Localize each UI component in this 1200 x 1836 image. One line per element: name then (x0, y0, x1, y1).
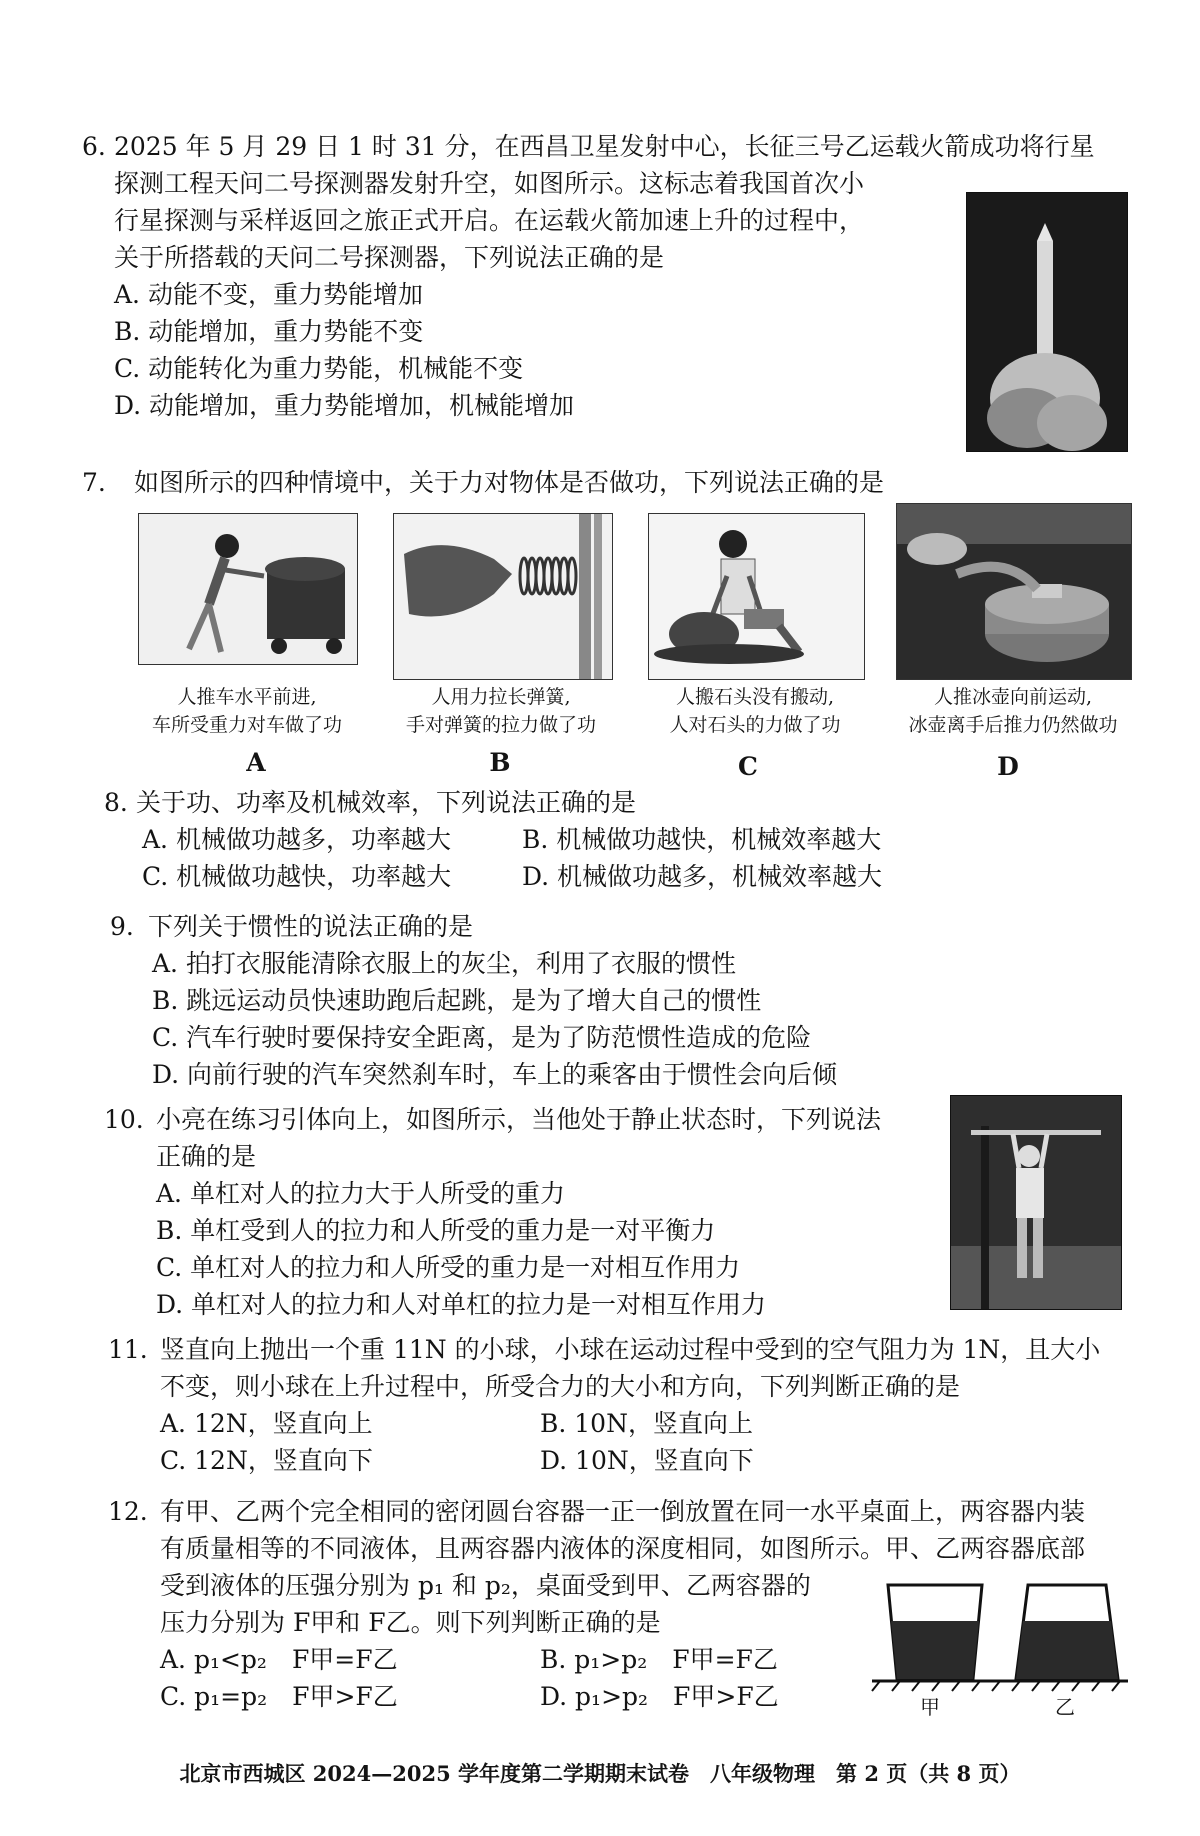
question-9 (110, 908, 837, 1093)
push-cart-icon (139, 514, 357, 664)
curling-stone-icon (897, 504, 1131, 679)
rocket-icon (967, 193, 1127, 451)
question-number: 10. (104, 1105, 144, 1134)
option-b: B. 10N，竖直向上 (540, 1409, 753, 1438)
question-text: 受到液体的压强分别为 p₁ 和 p₂，桌面受到甲、乙两容器的 (160, 1571, 811, 1600)
option-c: C. 汽车行驶时要保持安全距离，是为了防范惯性造成的危险 (152, 1023, 812, 1052)
caption-line: 人推冰壶向前运动, (933, 686, 1093, 708)
containers-icon (870, 1575, 1130, 1725)
option-a: A. 12N，竖直向上 (160, 1409, 373, 1438)
option-b: B. 动能增加，重力势能不变 (114, 317, 424, 346)
option-a: A. 动能不变，重力势能增加 (114, 280, 423, 309)
question-text: 关于所搭载的天问二号探测器，下列说法正确的是 (114, 243, 665, 272)
question-text: 有甲、乙两个完全相同的密闭圆台容器一正一倒放置在同一水平桌面上，两容器内装 (160, 1497, 1086, 1526)
spring-icon (394, 514, 612, 679)
question-number: 8. (104, 788, 128, 817)
option-d: D. 单杠对人的拉力和人对单杠的拉力是一对相互作用力 (156, 1290, 767, 1319)
question-number: 9. (110, 912, 134, 941)
containers-diagram (870, 1575, 1130, 1725)
caption-b (372, 683, 630, 739)
question-7 (82, 464, 884, 501)
caption-line: 车所受重力对车做了功 (151, 714, 342, 736)
scene-a-push-cart (138, 513, 358, 665)
panel-letter-d: D (997, 752, 1019, 781)
question-number: 7. (82, 468, 106, 497)
pull-up-icon (951, 1096, 1121, 1309)
pull-up-photo (950, 1095, 1122, 1310)
option-d: D. 10N，竖直向下 (540, 1446, 754, 1475)
option-a: A. p₁<p₂ F甲=F乙 (160, 1645, 398, 1674)
panel-letter-a: A (246, 748, 266, 777)
question-text: 不变，则小球在上升过程中，所受合力的大小和方向，下列判断正确的是 (160, 1372, 961, 1401)
scene-c-lift-stone (648, 513, 865, 680)
option-c: C. 单杠对人的拉力和人所受的重力是一对相互作用力 (156, 1253, 741, 1282)
option-c: C. 动能转化为重力势能，机械能不变 (114, 354, 524, 383)
question-number: 11. (108, 1335, 148, 1364)
question-8 (104, 784, 882, 895)
question-text: 2025 年 5 月 29 日 1 时 31 分，在西昌卫星发射中心，长征三号乙运载火箭成功将行星 (114, 132, 1095, 161)
option-a: A. 拍打衣服能清除衣服上的灰尘，利用了衣服的惯性 (152, 949, 736, 978)
rocket-launch-photo (966, 192, 1128, 452)
option-d: D. 动能增加，重力势能增加，机械能增加 (114, 391, 575, 420)
option-b: B. 机械做功越快，机械效率越大 (522, 825, 882, 854)
question-number: 12. (108, 1497, 148, 1526)
question-text: 竖直向上抛出一个重 11N 的小球，小球在运动过程中受到的空气阻力为 1N，且大小 (160, 1335, 1101, 1364)
caption-line: 冰壶离手后推力仍然做功 (908, 714, 1118, 736)
question-10 (104, 1101, 881, 1323)
scene-d-curling (896, 503, 1132, 680)
option-b: B. p₁>p₂ F甲=F乙 (540, 1645, 778, 1674)
question-text: 正确的是 (156, 1142, 257, 1171)
option-c: C. 12N，竖直向下 (160, 1446, 373, 1475)
option-c: C. p₁=p₂ F甲>F乙 (160, 1682, 398, 1711)
option-c: C. 机械做功越快，功率越大 (142, 862, 452, 891)
caption-line: 人对石头的力做了功 (669, 714, 841, 736)
lift-stone-icon (649, 514, 864, 679)
option-a: A. 单杠对人的拉力大于人所受的重力 (156, 1179, 565, 1208)
question-number: 6. (82, 132, 106, 161)
panel-letter-b: B (489, 748, 511, 777)
question-text: 小亮在练习引体向上，如图所示，当他处于静止状态时，下列说法 (156, 1105, 882, 1134)
label-jia: 甲 (920, 1695, 940, 1719)
caption-line: 人搬石头没有搬动, (675, 686, 835, 708)
question-text: 下列关于惯性的说法正确的是 (148, 912, 474, 941)
page-footer: 北京市西城区 2024—2025 学年度第二学期期末试卷 八年级物理 第 2 页（共 8 页） (179, 1761, 1021, 1786)
scene-b-stretch-spring (393, 513, 613, 680)
question-text: 如图所示的四种情境中，关于力对物体是否做功，下列说法正确的是 (134, 468, 885, 497)
option-b: B. 单杠受到人的拉力和人所受的重力是一对平衡力 (156, 1216, 716, 1245)
label-yi: 乙 (1055, 1695, 1075, 1719)
question-text: 探测工程天问二号探测器发射升空，如图所示。这标志着我国首次小 (114, 169, 865, 198)
option-d: D. 向前行驶的汽车突然刹车时，车上的乘客由于惯性会向后倾 (152, 1060, 838, 1089)
caption-a (118, 683, 376, 739)
question-text: 有质量相等的不同液体，且两容器内液体的深度相同，如图所示。甲、乙两容器底部 (160, 1534, 1086, 1563)
option-b: B. 跳远运动员快速助跑后起跳，是为了增大自己的惯性 (152, 986, 762, 1015)
option-d: D. 机械做功越多，机械效率越大 (522, 862, 883, 891)
question-text: 行星探测与采样返回之旅正式开启。在运载火箭加速上升的过程中， (114, 206, 865, 235)
panel-letter-c: C (738, 752, 758, 781)
option-d: D. p₁>p₂ F甲>F乙 (540, 1682, 779, 1711)
question-text: 关于功、功率及机械效率，下列说法正确的是 (136, 788, 637, 817)
question-text: 压力分别为 F甲和 F乙。则下列判断正确的是 (160, 1608, 661, 1637)
caption-line: 手对弹簧的拉力做了功 (405, 714, 596, 736)
caption-c (626, 683, 884, 739)
caption-line: 人用力拉长弹簧, (431, 686, 571, 708)
option-a: A. 机械做功越多，功率越大 (142, 825, 451, 854)
question-11 (108, 1331, 1100, 1479)
caption-d (888, 683, 1138, 739)
caption-line: 人推车水平前进, (177, 686, 317, 708)
